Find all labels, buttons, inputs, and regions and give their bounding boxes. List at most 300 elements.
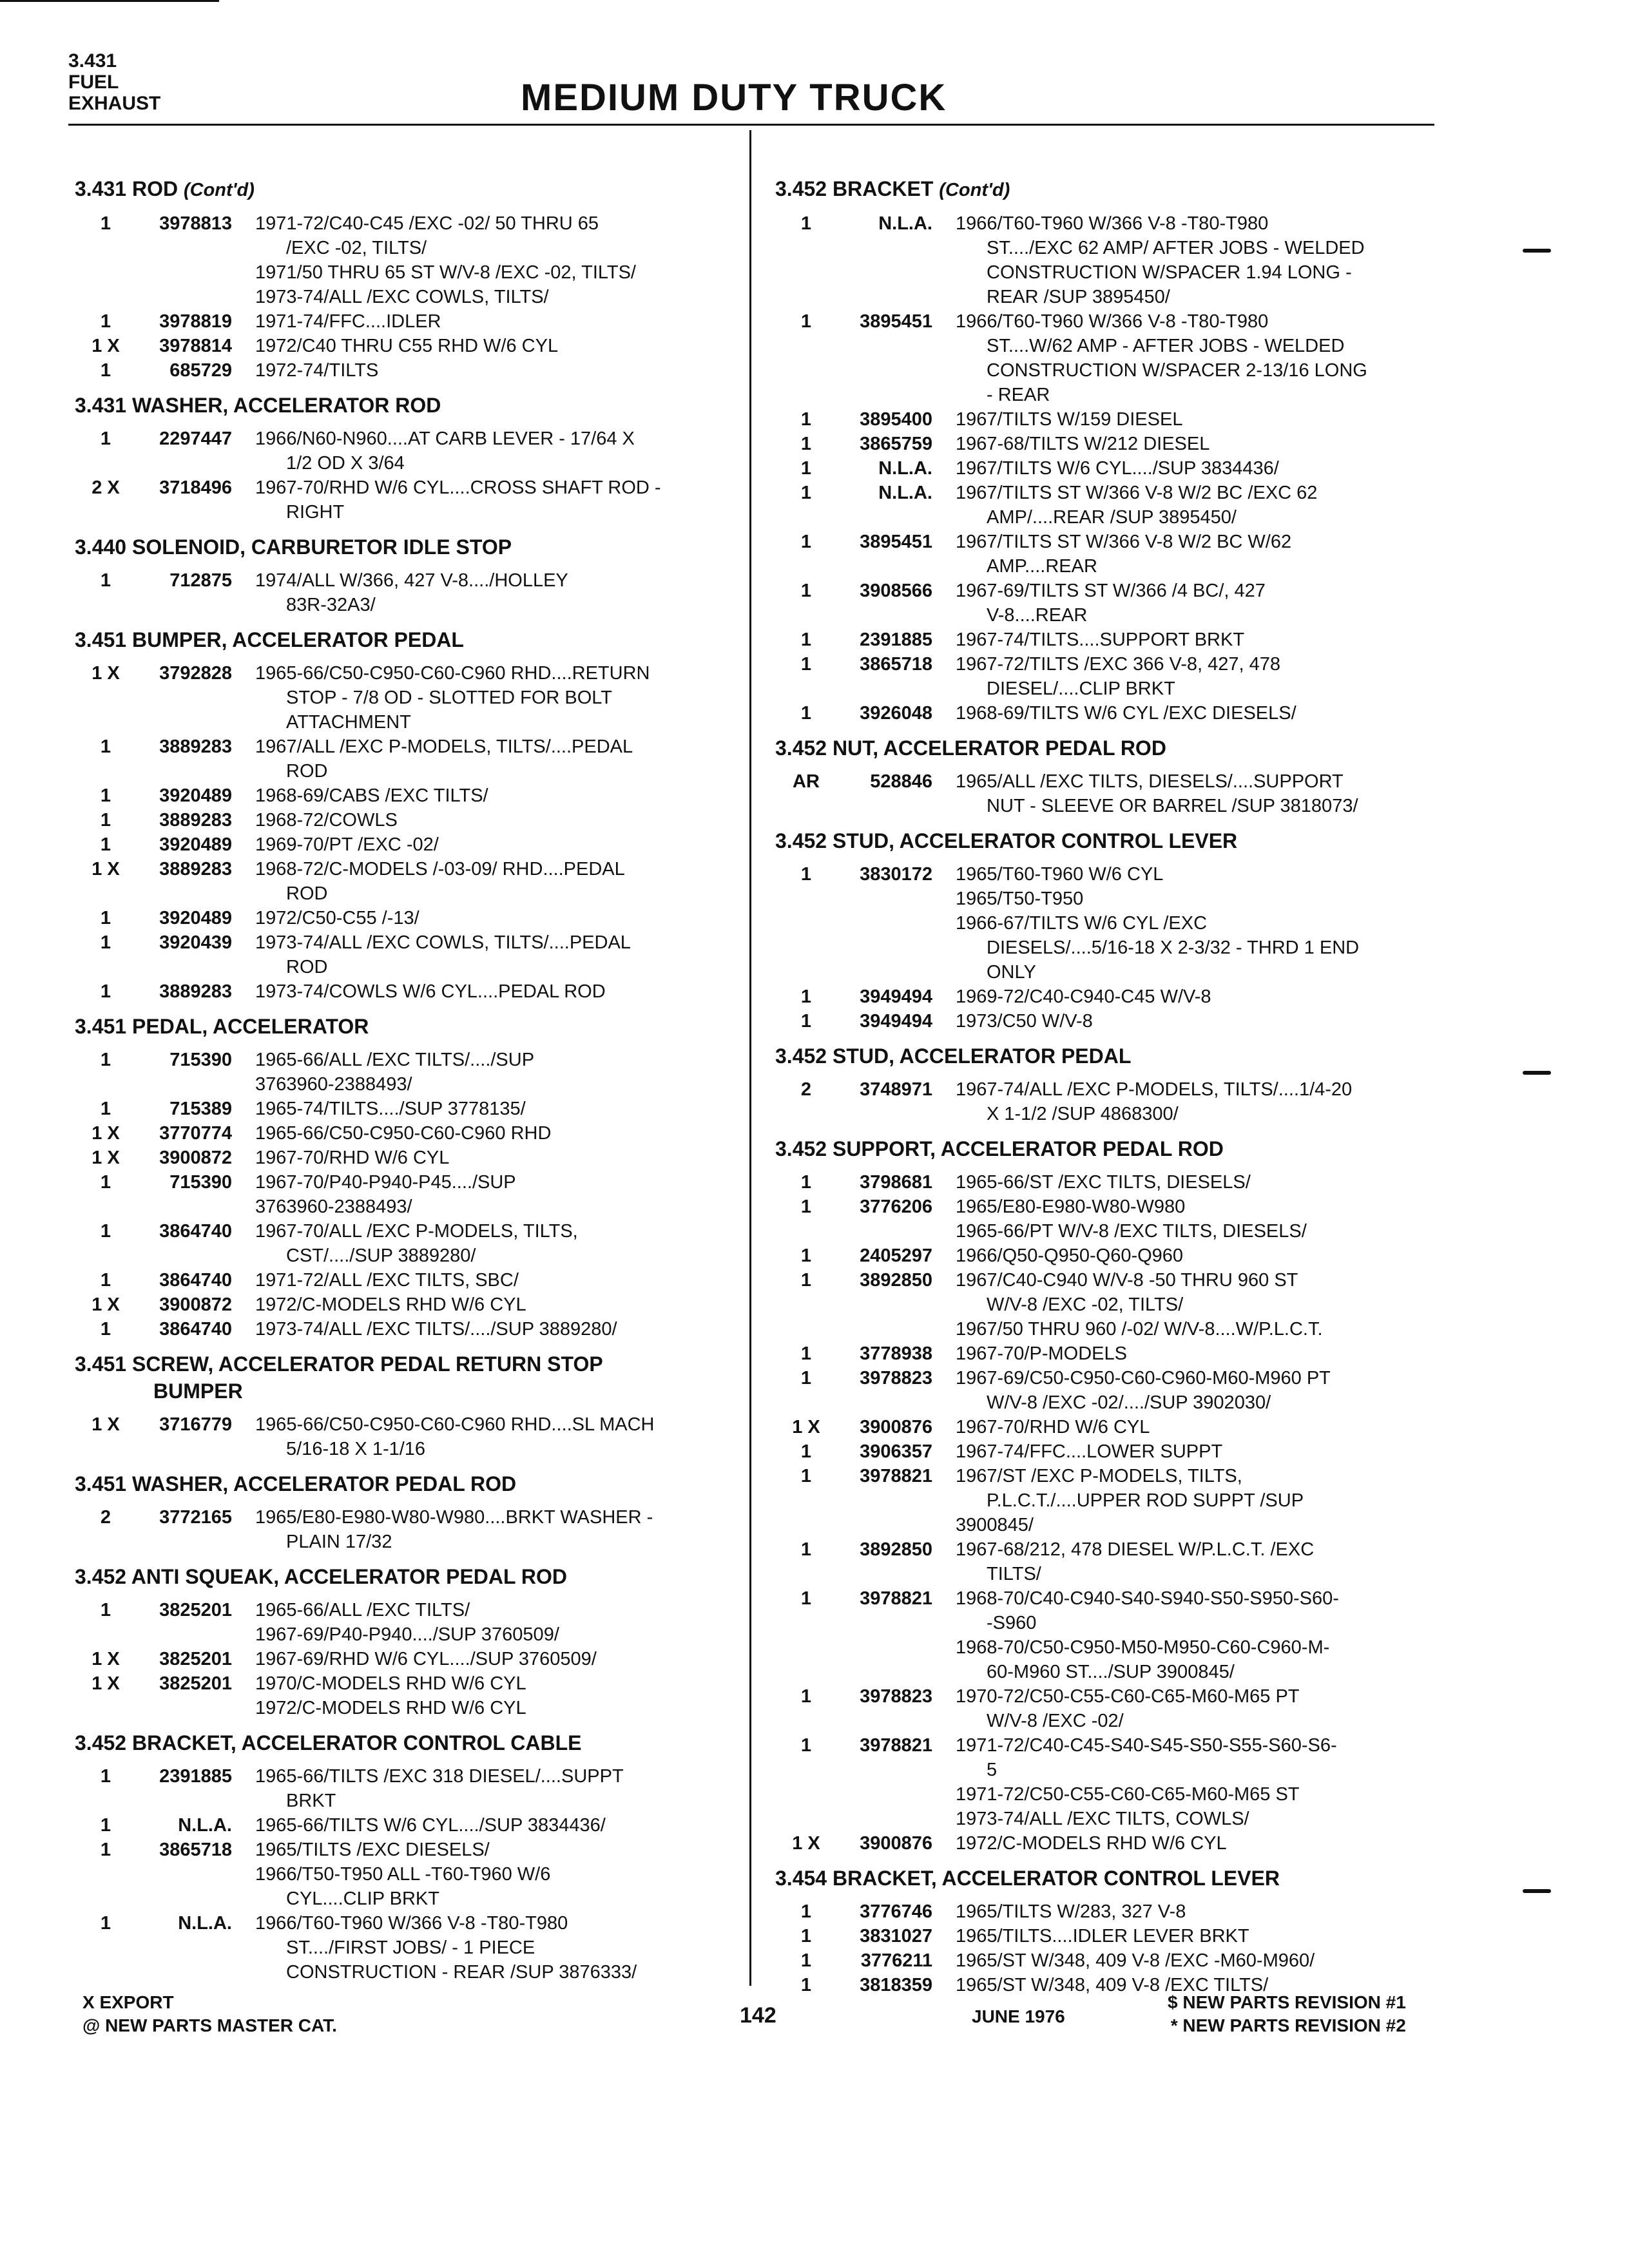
- section-heading-text: 3.451 BUMPER, ACCELERATOR PEDAL: [75, 628, 464, 651]
- footer-master: @ NEW PARTS MASTER CAT.: [82, 2015, 337, 2035]
- part-description: [956, 701, 1439, 726]
- part-entry: [75, 1412, 738, 1461]
- part-number: 3978821: [860, 1735, 932, 1756]
- part-number: 685729: [169, 360, 232, 381]
- section-heading: [775, 827, 1439, 854]
- quantity: AR: [793, 771, 820, 792]
- footer-revision-2: * NEW PARTS REVISION #2: [1170, 2015, 1406, 2035]
- description-line: 1967/ST /EXC P-MODELS, TILTS,: [956, 1466, 1242, 1486]
- part-entry: [775, 701, 1439, 726]
- section-code: 3.431: [68, 50, 117, 72]
- section-heading: [775, 175, 1439, 204]
- part-entry: [775, 862, 1439, 985]
- part-entry: [75, 309, 738, 334]
- description-line: 1965-66/C50-C950-C60-C960 RHD: [255, 1123, 552, 1144]
- part-number: 528846: [870, 771, 932, 792]
- part-number: 3920489: [159, 785, 232, 806]
- description-line: ST..../FIRST JOBS/ - 1 PIECE: [286, 1937, 535, 1958]
- part-entry: [775, 1733, 1439, 1831]
- right-column: [775, 175, 1439, 2006]
- quantity: 1: [100, 213, 111, 234]
- quantity: 1: [800, 1539, 812, 1560]
- part-entry: [75, 1048, 738, 1097]
- description-line: 1965/ST W/348, 409 V-8 /EXC -M60-M960/: [956, 1950, 1315, 1971]
- parts-section: [75, 1470, 738, 1554]
- quantity: 1: [100, 785, 111, 806]
- quantity: 1: [800, 1245, 812, 1266]
- part-number: 3908566: [860, 581, 932, 601]
- part-number: 3900876: [860, 1833, 932, 1854]
- description-line: 1965-66/C50-C950-C60-C960 RHD....RETURN: [255, 663, 650, 684]
- part-number: 3949494: [860, 986, 932, 1007]
- description-line: 1965/TILTS....IDLER LEVER BRKT: [956, 1926, 1249, 1946]
- description-line: 1965/TILTS /EXC DIESELS/: [255, 1840, 490, 1860]
- part-number: 715389: [169, 1099, 232, 1119]
- parts-section: [75, 626, 738, 1004]
- quantity: 1: [100, 736, 111, 757]
- description-line: X 1-1/2 /SUP 4868300/: [987, 1104, 1179, 1124]
- description-line: CONSTRUCTION - REAR /SUP 3876333/: [286, 1962, 637, 1983]
- part-number: 3900872: [159, 1294, 232, 1315]
- description-line: ST....W/62 AMP - AFTER JOBS - WELDED: [987, 336, 1345, 356]
- part-entry: [75, 1671, 738, 1720]
- page-number: 142: [740, 2003, 776, 2028]
- quantity: 1: [800, 1686, 812, 1707]
- description-line: 3900845/: [956, 1515, 1034, 1535]
- description-line: 1966/Q50-Q950-Q60-Q960: [956, 1245, 1184, 1266]
- part-number: 3865718: [860, 654, 932, 675]
- section-heading-text: 3.454 BRACKET, ACCELERATOR CONTROL LEVER: [775, 1867, 1280, 1890]
- section-heading-text: 3.452 BRACKET, ACCELERATOR CONTROL CABLE: [75, 1731, 582, 1754]
- part-number: 3889283: [159, 859, 232, 879]
- part-number: 3830172: [860, 864, 932, 885]
- description-line: 1968-72/COWLS: [255, 810, 398, 831]
- part-entry: [75, 1598, 738, 1647]
- part-description: [956, 1948, 1439, 1973]
- description-line: 1967-69/P40-P940..../SUP 3760509/: [255, 1624, 559, 1645]
- description-line: 1971-74/FFC....IDLER: [255, 311, 441, 332]
- left-column: [75, 175, 738, 1994]
- quantity: 1: [100, 1600, 111, 1620]
- description-line: 1965/ST W/348, 409 V-8 /EXC TILTS/: [956, 1975, 1269, 1995]
- part-number: 2297447: [159, 428, 232, 449]
- part-number: 3900876: [860, 1417, 932, 1437]
- description-line: 1967-68/TILTS W/212 DIESEL: [956, 434, 1210, 454]
- description-line: 1972-74/TILTS: [255, 360, 379, 381]
- description-line: 1967-70/RHD W/6 CYL: [255, 1148, 450, 1168]
- description-line: 1972/C-MODELS RHD W/6 CYL: [956, 1833, 1227, 1854]
- section-heading: [775, 735, 1439, 762]
- part-entry: [775, 456, 1439, 481]
- description-line: 1973/C50 W/V-8: [956, 1011, 1093, 1032]
- part-description: [255, 1647, 738, 1671]
- quantity: 1: [800, 1196, 812, 1217]
- quantity: 1: [800, 1172, 812, 1193]
- description-line: ROD: [286, 761, 328, 782]
- part-entry: [775, 309, 1439, 407]
- quantity: 1: [100, 908, 111, 928]
- section-heading-text: 3.452 ANTI SQUEAK, ACCELERATOR PEDAL ROD: [75, 1565, 567, 1588]
- description-line: ATTACHMENT: [286, 712, 411, 733]
- part-number: 3889283: [159, 981, 232, 1002]
- part-description: [255, 808, 738, 832]
- part-description: [255, 568, 738, 617]
- description-line: 5/16-18 X 1-1/16: [286, 1439, 426, 1459]
- section-heading-text: 3.431 ROD: [75, 177, 178, 200]
- part-description: [956, 1244, 1439, 1268]
- description-line: W/V-8 /EXC -02/: [987, 1711, 1124, 1731]
- part-entry: [75, 1219, 738, 1268]
- description-line: 1966/T60-T960 W/366 V-8 -T80-T980: [956, 311, 1269, 332]
- description-line: 1966-67/TILTS W/6 CYL /EXC: [956, 913, 1208, 934]
- description-line: 1967-69/RHD W/6 CYL..../SUP 3760509/: [255, 1649, 597, 1669]
- parts-section: [75, 1350, 738, 1461]
- quantity: 1: [100, 1913, 111, 1934]
- description-line: 1965-66/ALL /EXC TILTS/..../SUP: [255, 1050, 535, 1070]
- description-line: 1/2 OD X 3/64: [286, 453, 405, 474]
- part-entry: [775, 481, 1439, 530]
- section-heading-text: 3.452 NUT, ACCELERATOR PEDAL ROD: [775, 736, 1166, 760]
- part-entry: [75, 1146, 738, 1170]
- description-line: ONLY: [987, 962, 1036, 983]
- part-entry: [75, 1647, 738, 1671]
- part-description: [956, 1077, 1439, 1126]
- description-line: 1970/C-MODELS RHD W/6 CYL: [255, 1673, 526, 1694]
- part-description: [255, 661, 738, 735]
- section-heading: [75, 1350, 738, 1405]
- revision-marker: [1523, 249, 1551, 253]
- part-entry: [775, 1170, 1439, 1195]
- part-number: 3748971: [860, 1079, 932, 1100]
- description-line: 5: [987, 1760, 998, 1780]
- quantity: 1: [800, 483, 812, 503]
- part-number: 3949494: [860, 1011, 932, 1032]
- quantity: 1 X: [92, 1649, 120, 1669]
- part-entry: [75, 661, 738, 735]
- description-line: 1965/T50-T950: [956, 889, 1084, 909]
- description-line: V-8....REAR: [987, 605, 1088, 626]
- quantity: 1 X: [792, 1833, 820, 1854]
- part-entry: [75, 358, 738, 383]
- quantity: 1 X: [792, 1417, 820, 1437]
- description-line: DIESELS/....5/16-18 X 2-3/32 - THRD 1 END: [987, 937, 1360, 958]
- part-number: 3978819: [159, 311, 232, 332]
- description-line: AMP/....REAR /SUP 3895450/: [987, 507, 1237, 528]
- description-line: AMP....REAR: [987, 556, 1097, 577]
- description-line: 1967-70/RHD W/6 CYL: [956, 1417, 1150, 1437]
- quantity: 1: [800, 654, 812, 675]
- part-entry: [75, 1813, 738, 1838]
- part-entry: [775, 530, 1439, 579]
- section-heading: [775, 1043, 1439, 1070]
- footer-legend-left: [82, 1991, 337, 2037]
- part-entry: [775, 1366, 1439, 1415]
- part-description: [255, 1146, 738, 1170]
- section-heading: [775, 1135, 1439, 1162]
- section-heading-text: 3.431 WASHER, ACCELERATOR ROD: [75, 394, 441, 417]
- part-entry: [75, 568, 738, 617]
- description-line: 1965-66/ALL /EXC TILTS/: [255, 1600, 470, 1620]
- section-heading-text: 3.452 STUD, ACCELERATOR PEDAL: [775, 1044, 1132, 1068]
- parts-section: [75, 392, 738, 524]
- part-number: N.L.A.: [878, 483, 932, 503]
- part-description: [255, 906, 738, 930]
- part-entry: [75, 906, 738, 930]
- description-line: CONSTRUCTION W/SPACER 1.94 LONG -: [987, 262, 1352, 283]
- part-number: N.L.A.: [878, 458, 932, 479]
- section-heading: [75, 1563, 738, 1590]
- parts-section: [75, 1729, 738, 1984]
- part-number: 2391885: [860, 629, 932, 650]
- footer-legend-right: [1168, 1991, 1406, 2037]
- description-line: PLAIN 17/32: [286, 1532, 392, 1552]
- description-line: ROD: [286, 883, 328, 904]
- part-description: [956, 1899, 1439, 1924]
- part-entry: [775, 1537, 1439, 1586]
- part-entry: [775, 1464, 1439, 1537]
- part-number: N.L.A.: [178, 1913, 232, 1934]
- part-number: 3825201: [159, 1673, 232, 1694]
- description-line: 1967/TILTS ST W/366 V-8 W/2 BC /EXC 62: [956, 483, 1318, 503]
- revision-marker: [1523, 1071, 1551, 1075]
- part-number: N.L.A.: [878, 213, 932, 234]
- part-number: 3865759: [860, 434, 932, 454]
- part-entry: [75, 1170, 738, 1219]
- part-number: 3889283: [159, 810, 232, 831]
- part-entry: [75, 808, 738, 832]
- part-entry: [75, 1121, 738, 1146]
- part-entry: [75, 476, 738, 524]
- part-number: 3864740: [159, 1270, 232, 1291]
- part-number: 3978821: [860, 1588, 932, 1609]
- quantity: 1: [800, 213, 812, 234]
- description-line: RIGHT: [286, 502, 345, 523]
- part-entry: [775, 1899, 1439, 1924]
- part-description: [255, 1097, 738, 1121]
- description-line: 1968-72/C-MODELS /-03-09/ RHD....PEDAL: [255, 859, 625, 879]
- part-description: [255, 1813, 738, 1838]
- description-line: W/V-8 /EXC -02/..../SUP 3902030/: [987, 1392, 1271, 1413]
- quantity: 1 X: [92, 663, 120, 684]
- description-line: 1967-74/FFC....LOWER SUPPT: [956, 1441, 1223, 1462]
- part-entry: [75, 1764, 738, 1813]
- description-line: 1965/ALL /EXC TILTS, DIESELS/....SUPPORT: [956, 771, 1344, 792]
- quantity: 1: [100, 932, 111, 953]
- section-heading: [75, 1470, 738, 1497]
- part-entry: [775, 1831, 1439, 1856]
- part-description: [956, 432, 1439, 456]
- parts-section: [75, 1563, 738, 1720]
- part-description: [956, 862, 1439, 985]
- section-heading: [75, 533, 738, 561]
- part-description: [956, 1341, 1439, 1366]
- part-number: 3825201: [159, 1600, 232, 1620]
- part-description: [255, 309, 738, 334]
- quantity: 1: [800, 1011, 812, 1032]
- part-description: [255, 832, 738, 857]
- part-description: [255, 857, 738, 906]
- part-description: [255, 1505, 738, 1554]
- description-line: 1967-70/P40-P940-P45..../SUP: [255, 1172, 516, 1193]
- section-heading: [75, 392, 738, 419]
- quantity: 1: [800, 1950, 812, 1971]
- part-description: [956, 1415, 1439, 1439]
- part-entry: [775, 1924, 1439, 1948]
- section-heading-text: 3.452 BRACKET: [775, 177, 934, 200]
- part-number: 3770774: [159, 1123, 232, 1144]
- part-description: [956, 769, 1439, 818]
- quantity: 1: [800, 532, 812, 552]
- description-line: 3763960-2388493/: [255, 1074, 412, 1095]
- quantity: 1: [800, 703, 812, 724]
- description-line: 1967-74/ALL /EXC P-MODELS, TILTS/....1/4-20: [956, 1079, 1353, 1100]
- description-line: 3763960-2388493/: [255, 1196, 412, 1217]
- part-entry: [775, 211, 1439, 309]
- part-number: 3920489: [159, 834, 232, 855]
- part-entry: [75, 334, 738, 358]
- part-number: 3778938: [860, 1343, 932, 1364]
- part-entry: [75, 1838, 738, 1911]
- part-number: 3978821: [860, 1466, 932, 1486]
- part-description: [956, 1924, 1439, 1948]
- part-number: 3792828: [159, 663, 232, 684]
- description-line: 1967/TILTS ST W/366 V-8 W/2 BC W/62: [956, 532, 1292, 552]
- description-line: 1966/N60-N960....AT CARB LEVER - 17/64 X: [255, 428, 635, 449]
- description-line: 1972/C-MODELS RHD W/6 CYL: [255, 1698, 526, 1718]
- description-line: 1967-70/P-MODELS: [956, 1343, 1127, 1364]
- quantity: 1: [800, 409, 812, 430]
- part-description: [255, 1412, 738, 1461]
- quantity: 1: [100, 1319, 111, 1340]
- part-description: [255, 334, 738, 358]
- part-number: 3895400: [860, 409, 932, 430]
- description-line: CST/..../SUP 3889280/: [286, 1245, 476, 1266]
- part-entry: [75, 1097, 738, 1121]
- part-description: [956, 985, 1439, 1009]
- continued-label: (Cont'd): [939, 180, 1010, 200]
- description-line: 1970-72/C50-C55-C60-C65-M60-M65 PT: [956, 1686, 1300, 1707]
- part-description: [956, 1684, 1439, 1733]
- part-description: [255, 735, 738, 783]
- quantity: 2: [100, 1507, 111, 1528]
- part-entry: [75, 857, 738, 906]
- quantity: 1: [800, 1343, 812, 1364]
- part-description: [956, 1733, 1439, 1831]
- part-entry: [775, 1009, 1439, 1033]
- description-line: 1972/C-MODELS RHD W/6 CYL: [255, 1294, 526, 1315]
- description-line: -S960: [987, 1613, 1037, 1633]
- part-description: [255, 1671, 738, 1720]
- parts-section: [75, 533, 738, 617]
- quantity: 1: [100, 1766, 111, 1787]
- description-line: 1965/E80-E980-W80-W980: [956, 1196, 1186, 1217]
- section-heading-text: 3.451 SCREW, ACCELERATOR PEDAL RETURN STOP: [75, 1352, 603, 1376]
- description-line: 1967/TILTS W/6 CYL..../SUP 3834436/: [956, 458, 1279, 479]
- description-line: 1967/C40-C940 W/V-8 -50 THRU 960 ST: [956, 1270, 1298, 1291]
- part-entry: [775, 769, 1439, 818]
- description-line: 83R-32A3/: [286, 595, 376, 615]
- quantity: 1: [100, 981, 111, 1002]
- part-number: 3906357: [860, 1441, 932, 1462]
- part-description: [956, 1195, 1439, 1244]
- part-entry: [75, 1911, 738, 1984]
- description-line: 1967-74/TILTS....SUPPORT BRKT: [956, 629, 1245, 650]
- description-line: 1973-74/COWLS W/6 CYL....PEDAL ROD: [255, 981, 606, 1002]
- part-description: [956, 628, 1439, 652]
- description-line: 1965-66/C50-C950-C60-C960 RHD....SL MACH: [255, 1414, 655, 1435]
- description-line: 1967-69/C50-C950-C60-C960-M60-M960 PT: [956, 1368, 1331, 1389]
- description-line: 1971-72/C40-C45 /EXC -02/ 50 THRU 65: [255, 213, 599, 234]
- section-heading-text: 3.440 SOLENOID, CARBURETOR IDLE STOP: [75, 535, 512, 559]
- description-line: 1969-72/C40-C940-C45 W/V-8: [956, 986, 1211, 1007]
- part-entry: [75, 1505, 738, 1554]
- parts-section: [775, 1865, 1439, 1997]
- description-line: W/V-8 /EXC -02, TILTS/: [987, 1294, 1184, 1315]
- quantity: 1: [100, 1050, 111, 1070]
- part-entry: [775, 432, 1439, 456]
- part-entry: [75, 832, 738, 857]
- description-line: 1972/C40 THRU C55 RHD W/6 CYL: [255, 336, 559, 356]
- part-entry: [775, 1268, 1439, 1341]
- part-description: [255, 930, 738, 979]
- description-line: 1967-70/RHD W/6 CYL....CROSS SHAFT ROD -: [255, 477, 661, 498]
- part-description: [956, 1464, 1439, 1537]
- part-number: 3864740: [159, 1319, 232, 1340]
- part-number: 712875: [169, 570, 232, 591]
- part-entry: [75, 427, 738, 476]
- part-description: [255, 1764, 738, 1813]
- quantity: 1: [800, 1368, 812, 1389]
- part-entry: [775, 407, 1439, 432]
- description-line: 1965-66/PT W/V-8 /EXC TILTS, DIESELS/: [956, 1221, 1307, 1242]
- part-entry: [775, 1948, 1439, 1973]
- page-title: MEDIUM DUTY TRUCK: [521, 77, 947, 119]
- part-number: 3920439: [159, 932, 232, 953]
- quantity: 1: [800, 458, 812, 479]
- quantity: 1: [800, 1901, 812, 1922]
- column-divider: [749, 130, 751, 1986]
- part-description: [956, 456, 1439, 481]
- quantity: 1: [100, 311, 111, 332]
- part-entry: [775, 1341, 1439, 1366]
- parts-section: [775, 175, 1439, 726]
- quantity: 1: [100, 1172, 111, 1193]
- quantity: 1 X: [92, 859, 120, 879]
- quantity: 1: [800, 1441, 812, 1462]
- part-number: 3895451: [860, 532, 932, 552]
- part-number: 3978814: [159, 336, 232, 356]
- part-number: 3716779: [159, 1414, 232, 1435]
- quantity: 1: [800, 1270, 812, 1291]
- quantity: 1: [800, 864, 812, 885]
- part-description: [255, 1838, 738, 1911]
- group-fuel: FUEL: [68, 72, 119, 93]
- parts-section: [775, 1043, 1439, 1126]
- description-line: 1967-72/TILTS /EXC 366 V-8, 427, 478: [956, 654, 1281, 675]
- description-line: 1968-69/CABS /EXC TILTS/: [255, 785, 488, 806]
- part-number: 3920489: [159, 908, 232, 928]
- part-description: [956, 407, 1439, 432]
- revision-marker: [1523, 1889, 1551, 1893]
- description-line: 1967-69/TILTS ST W/366 /4 BC/, 427: [956, 581, 1266, 601]
- part-entry: [775, 652, 1439, 701]
- footer-export: X EXPORT: [82, 1992, 174, 2012]
- part-description: [956, 1366, 1439, 1415]
- quantity: 1: [100, 360, 111, 381]
- part-number: 3978823: [860, 1686, 932, 1707]
- quantity: 1: [800, 434, 812, 454]
- part-description: [956, 211, 1439, 309]
